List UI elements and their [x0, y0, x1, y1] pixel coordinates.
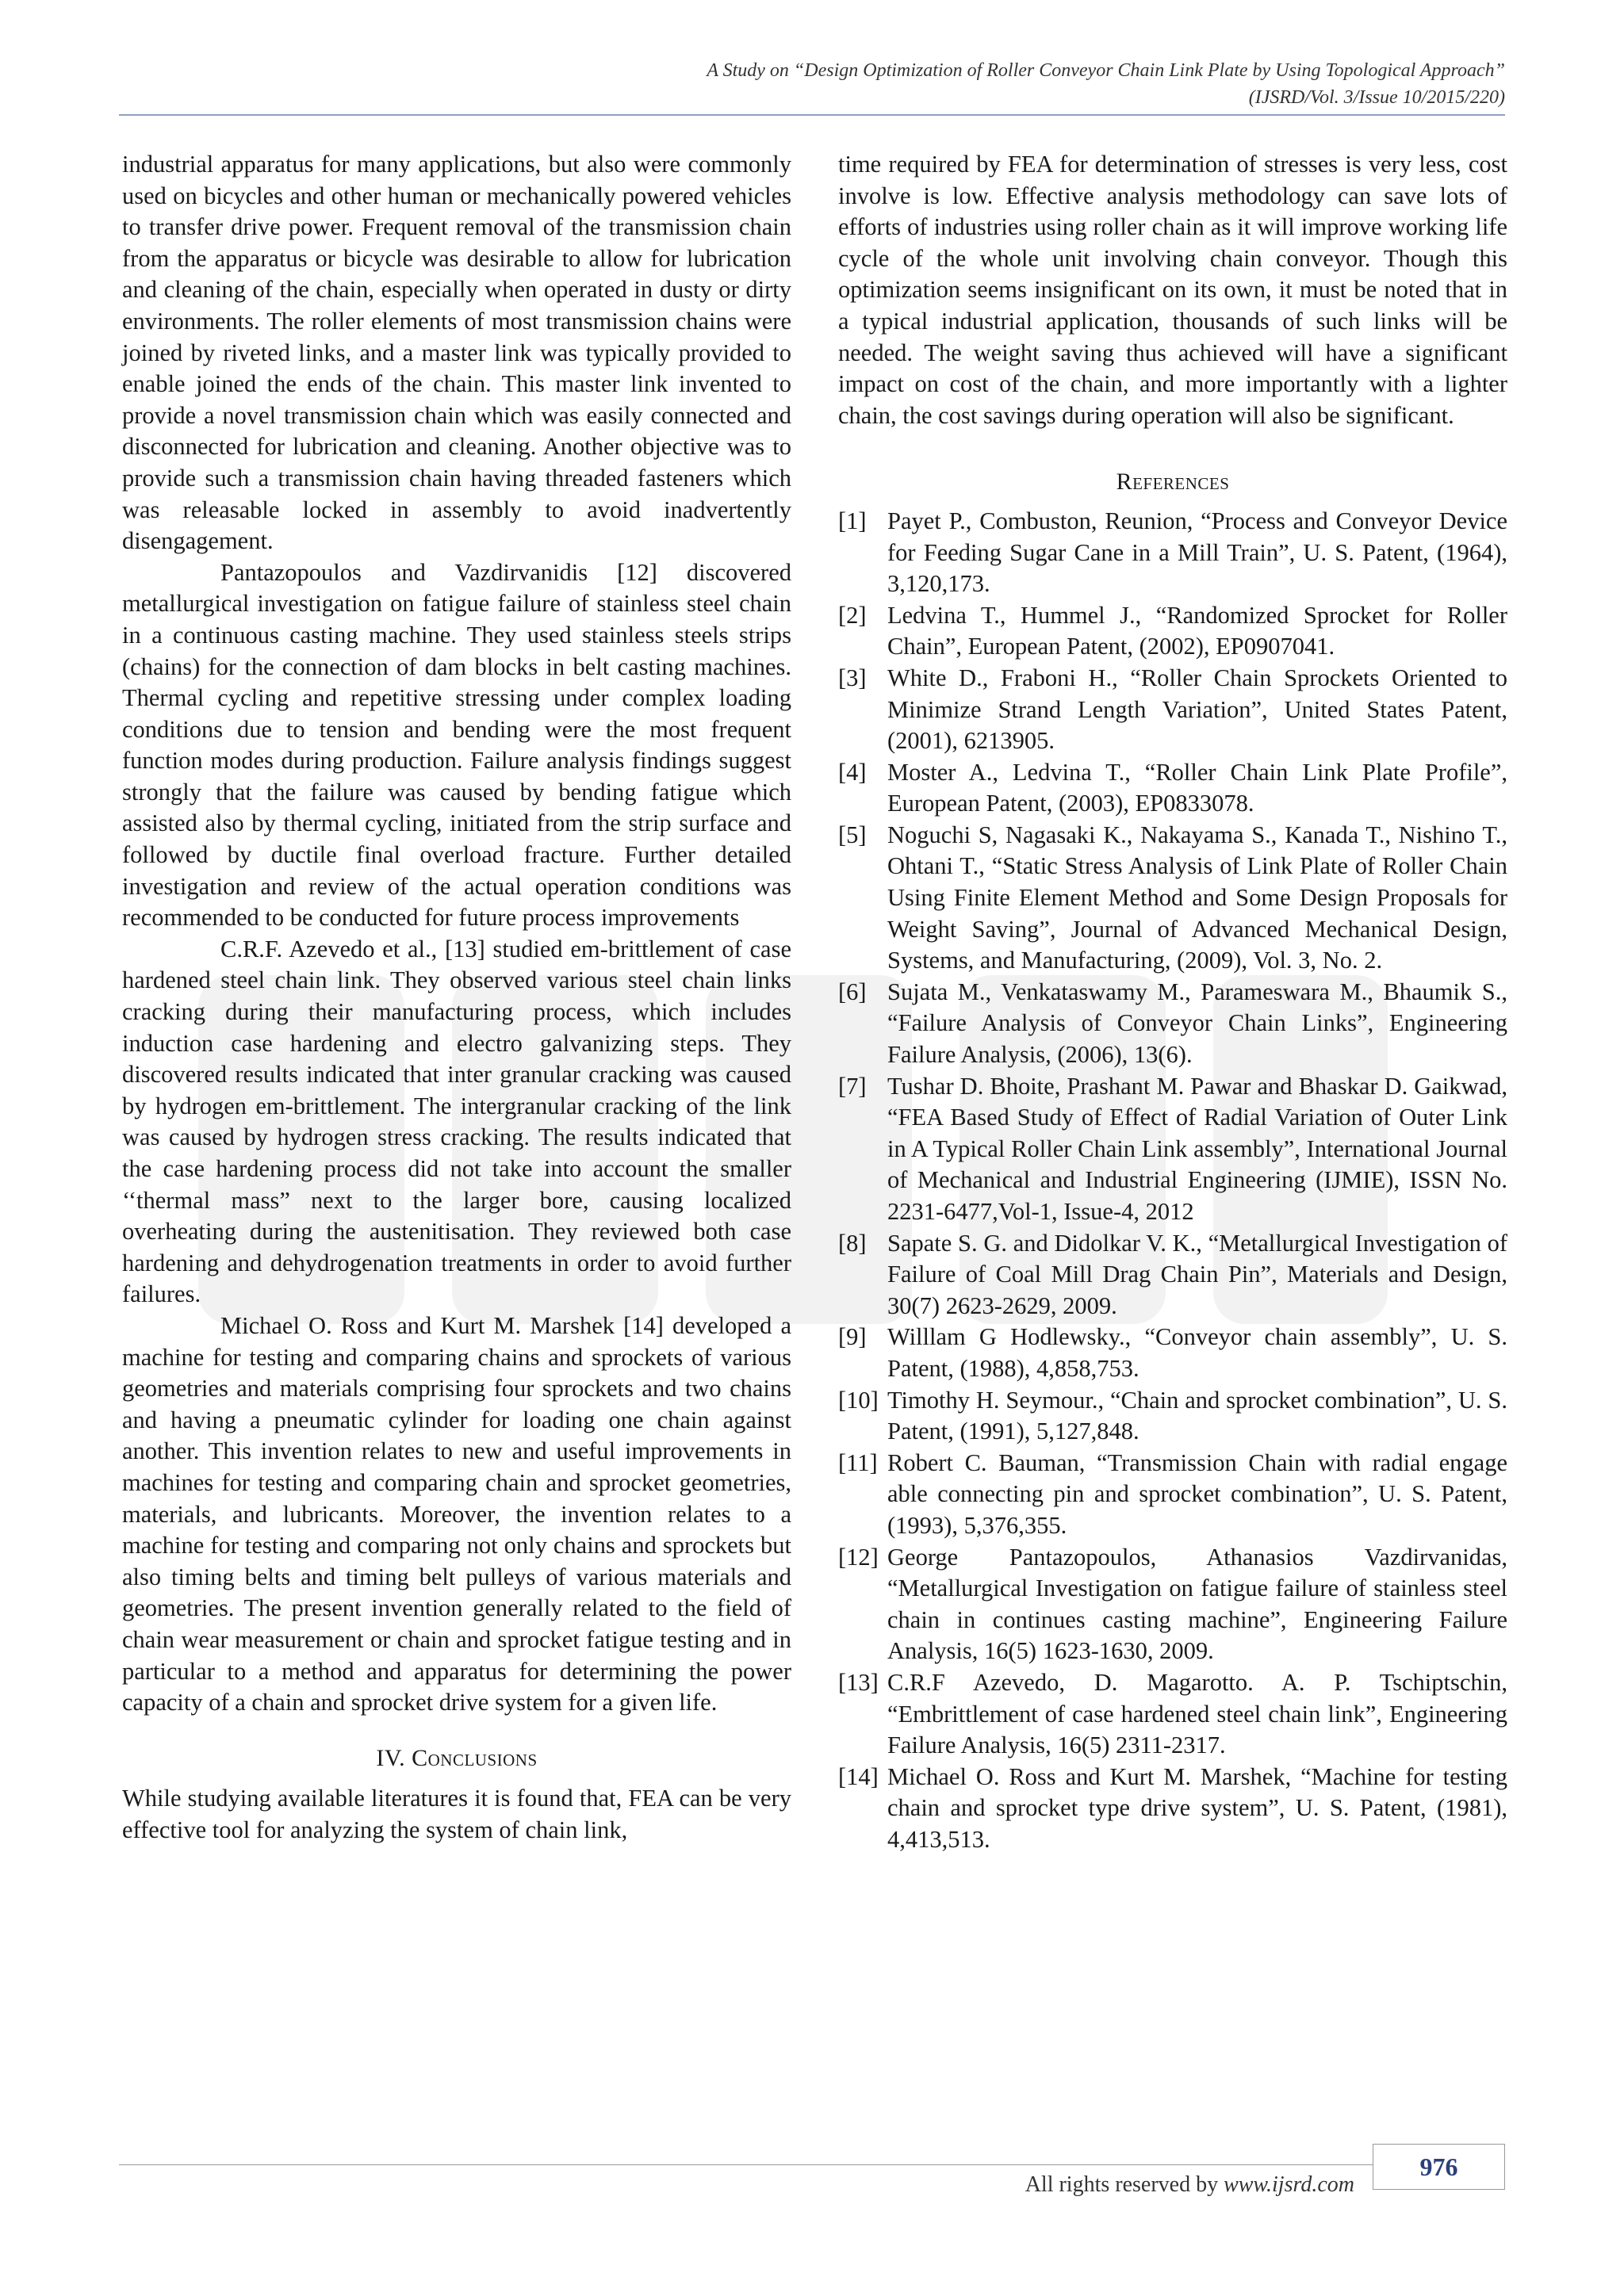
left-column	[122, 149, 791, 1846]
reference-item	[838, 1385, 1507, 1448]
reference-number: [8]	[838, 1229, 867, 1257]
reference-item	[838, 977, 1507, 1071]
reference-item	[838, 600, 1507, 663]
reference-item	[838, 1667, 1507, 1762]
header-divider	[119, 114, 1505, 116]
reference-text: Sujata M., Venkataswamy M., Parameswara M., Bhaumik S., “Failure Analysis of Conveyor Chain Links”, Engineering Failure Analysis, (2006), 13(6).	[887, 978, 1507, 1069]
reference-item	[838, 820, 1507, 977]
reference-number: [7]	[838, 1072, 867, 1100]
reference-text: C.R.F Azevedo, D. Magarotto. A. P. Tschiptschin, “Embrittlement of case hardened steel chain link”, Engineering Failure Analysis, 16(5) 2311-2317.	[887, 1668, 1507, 1759]
reference-number: [3]	[838, 664, 867, 691]
header-title: A Study on “Design Optimization of Roller Conveyor Chain Link Plate by Using Topological Approach”	[707, 60, 1505, 81]
reference-number: [12]	[838, 1543, 879, 1571]
reference-text: White D., Fraboni H., “Roller Chain Sprockets Oriented to Minimize Strand Length Variation”, United States Patent, (2001), 6213905.	[887, 664, 1507, 755]
reference-number: [1]	[838, 507, 867, 534]
reference-item	[838, 1762, 1507, 1856]
page-footer	[119, 2152, 1505, 2212]
footer-divider	[119, 2164, 1505, 2165]
reference-text: Noguchi S, Nagasaki K., Nakayama S., Kanada T., Nishino T., Ohtani T., “Static Stress Analysis of Link Plate of Roller Chain Using Finite Element Method and Some Design Proposals for Weight Saving”, Journal of Advanced Mechanical Design, Systems, and Manufacturing, (2009), Vol. 3, No. 2.	[887, 821, 1507, 974]
reference-number: [10]	[838, 1386, 879, 1414]
footer-rights-text: All rights reserved by	[1025, 2172, 1224, 2197]
reference-number: [13]	[838, 1668, 879, 1696]
footer-rights	[1025, 2172, 1354, 2198]
right-column	[838, 149, 1507, 1855]
header-citation: (IJSRD/Vol. 3/Issue 10/2015/220)	[1248, 87, 1505, 108]
reference-text: Timothy H. Seymour., “Chain and sprocket combination”, U. S. Patent, (1991), 5,127,848.	[887, 1386, 1507, 1445]
reference-text: Tushar D. Bhoite, Prashant M. Pawar and Bhaskar D. Gaikwad, “FEA Based Study of Effect of Radial Variation of Outer Link in A Typical Roller Chain Link assembly”, International Journal of Mechanical and Industrial Engineering (IJMIE), ISSN No. 2231-6477,Vol-1, Issue-4, 2012	[887, 1072, 1507, 1225]
reference-number: [14]	[838, 1762, 879, 1790]
reference-item	[838, 757, 1507, 820]
reference-text: Willlam G Hodlewsky., “Conveyor chain assembly”, U. S. Patent, (1988), 4,858,753.	[887, 1323, 1507, 1382]
reference-item	[838, 1448, 1507, 1542]
footer-site-link[interactable]: www.ijsrd.com	[1224, 2172, 1354, 2197]
body-paragraph: While studying available literatures it is found that, FEA can be very effective tool for analyzing the system of chain link,	[122, 1785, 791, 1843]
reference-item	[838, 506, 1507, 600]
running-header	[119, 57, 1505, 111]
references-heading: References	[1116, 469, 1230, 496]
body-paragraph: time required by FEA for determination of stresses is very less, cost involve is low. Effective analysis methodology can save lots of efforts of industries using roller chain as it will improve working life cycle of the whole unit involving chain conveyor. Though this optimization seems insignificant on its own, it must be noted that in a typical industrial application, thousands of such links will be needed. The weight saving thus achieved will have a significant impact on cost of the chain, and more importantly with a lighter chain, the cost savings during operation will also be significant.	[838, 151, 1507, 429]
reference-item	[838, 1542, 1507, 1667]
body-paragraph: Michael O. Ross and Kurt M. Marshek [14] developed a machine for testing and comparing chains and sprockets of various geometries and materials comprising four sprockets and two chains and having a pneumatic cylinder for loading one chain against another. This invention relates to new and useful improvements in machines for testing and comparing chain and sprocket geometries, materials, and lubricants. Moreover, the invention relates to a machine for testing and comparing not only chains and sprockets but also timing belts and timing belt pulleys of various materials and geometries. The present invention generally related to the field of chain wear measurement or chain and sprocket fatigue testing and in particular to a method and apparatus for determining the power capacity of a chain and sprocket drive system for a given life.	[122, 1311, 791, 1716]
reference-text: Sapate S. G. and Didolkar V. K., “Metallurgical Investigation of Failure of Coal Mill Drag Chain Pin”, Materials and Design, 30(7) 2623-2629, 2009.	[887, 1229, 1507, 1319]
reference-text: Payet P., Combuston, Reunion, “Process and Conveyor Device for Feeding Sugar Cane in a Mill Train”, U. S. Patent, (1964), 3,120,173.	[887, 507, 1507, 598]
body-paragraph: C.R.F. Azevedo et al., [13] studied em-brittlement of case hardened steel chain link. They observed various steel chain links cracking during their manufacturing process, which includes induction case hardening and electro galvanizing steps. They discovered results indicated that inter granular cracking was caused by hydrogen em-brittlement. The intergranular cracking of the link was caused by hydrogen stress cracking. The results indicated that the case hardening process did not take into account the smaller ‘‘thermal mass” next to the larger bore, causing localized overheating during the austenitisation. They reviewed both case hardening and dehydrogenation treatments in order to avoid further failures.	[122, 935, 791, 1308]
page-number: 976	[1373, 2144, 1505, 2190]
reference-text: George Pantazopoulos, Athanasios Vazdirvanidas, “Metallurgical Investigation on fatigue failure of stainless steel chain in continues casting machine”, Engineering Failure Analysis, 16(5) 1623-1630, 2009.	[887, 1543, 1507, 1665]
reference-text: Robert C. Bauman, “Transmission Chain with radial engage able connecting pin and sprocket combination”, U. S. Patent, (1993), 5,376,355.	[887, 1448, 1507, 1539]
reference-list	[838, 506, 1507, 1856]
reference-number: [4]	[838, 758, 867, 786]
body-paragraph: industrial apparatus for many applications, but also were commonly used on bicycles and other human or mechanically powered vehicles to transfer drive power. Frequent removal of the transmission chain from the apparatus or bicycle was desirable to allow for lubrication and cleaning of the chain, especially when operated in dusty or dirty environments. The roller elements of most transmission chains were joined by riveted links, and a master link was typically provided to enable joined the ends of the chain. This master link invented to provide a novel transmission chain which was easily connected and disconnected for lubrication and cleaning. Another objective was to provide such a transmission chain having threaded fasteners which was releasable locked in assembly to avoid inadvertently disengagement.	[122, 151, 791, 555]
reference-number: [6]	[838, 978, 867, 1005]
reference-text: Ledvina T., Hummel J., “Randomized Sprocket for Roller Chain”, European Patent, (2002), EP0907041.	[887, 601, 1507, 660]
reference-text: Michael O. Ross and Kurt M. Marshek, “Machine for testing chain and sprocket type drive system”, U. S. Patent, (1981), 4,413,513.	[887, 1762, 1507, 1853]
reference-text: Moster A., Ledvina T., “Roller Chain Link Plate Profile”, European Patent, (2003), EP0833078.	[887, 758, 1507, 817]
reference-number: [5]	[838, 821, 867, 848]
reference-number: [9]	[838, 1323, 867, 1351]
reference-item	[838, 1228, 1507, 1322]
reference-number: [2]	[838, 601, 867, 629]
reference-item	[838, 1071, 1507, 1228]
reference-item	[838, 663, 1507, 757]
reference-number: [11]	[838, 1448, 878, 1476]
reference-item	[838, 1322, 1507, 1384]
section-heading-conclusions: IV. Conclusions	[376, 1744, 538, 1771]
body-paragraph: Pantazopoulos and Vazdirvanidis [12] discovered metallurgical investigation on fatigue failure of stainless steel chain in a continuous casting machine. They used stainless steels strips (chains) for the connection of dam blocks in belt casting machines. Thermal cycling and repetitive stressing under complex loading conditions due to tension and bending were the most frequent function modes during production. Failure analysis findings suggest strongly that the failure was caused by bending fatigue which assisted also by thermal cycling, initiated from the strip surface and followed by ductile final overload fracture. Further detailed investigation and review of the actual operation conditions was recommended to be conducted for future process improvements	[122, 558, 791, 932]
